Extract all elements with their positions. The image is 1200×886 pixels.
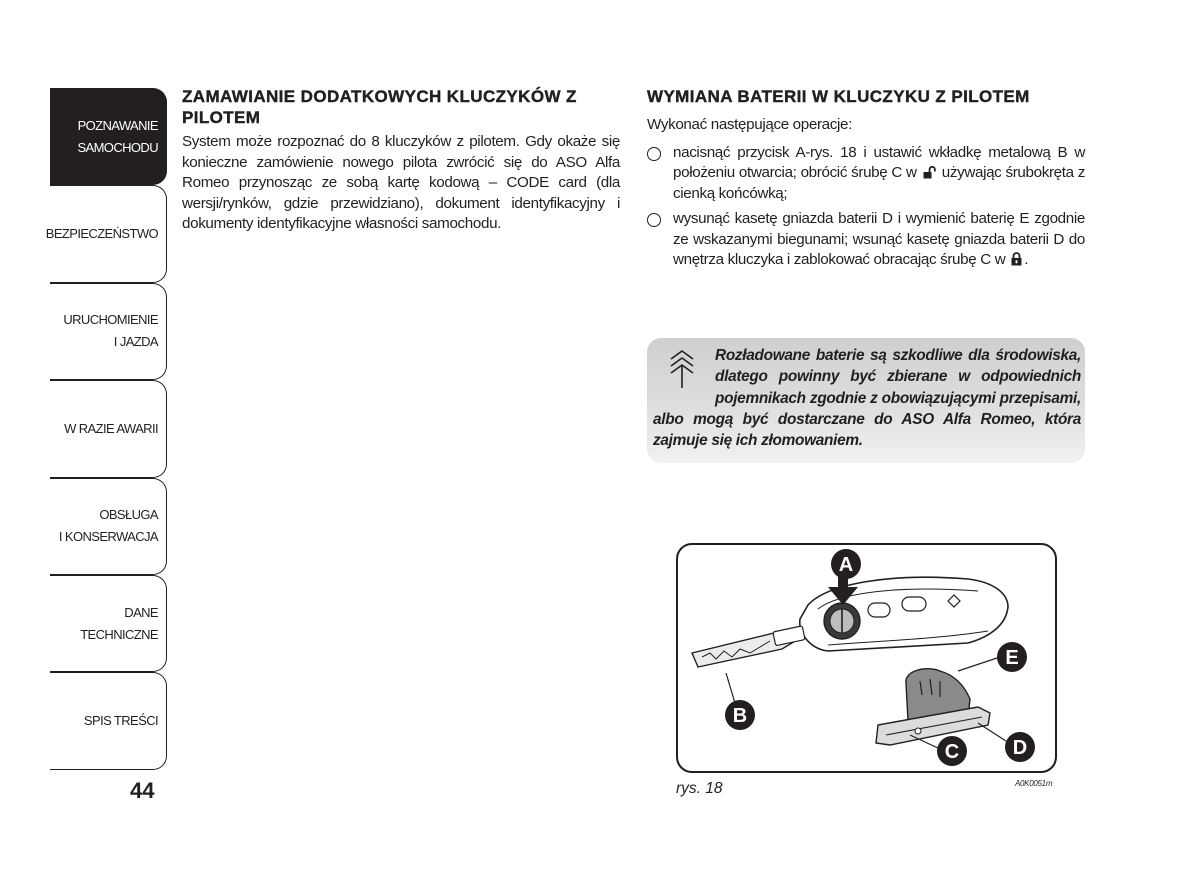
padlock-open-icon — [923, 166, 936, 179]
tab-label: SPIS TREŚCI — [83, 713, 158, 729]
callout-e — [997, 642, 1027, 672]
step-text: nacisnąć przycisk A-rys. 18 i ustawić wkładkę metalową B w położeniu otwarcia; obrócić śrubę C w — [673, 143, 1085, 181]
note-text-block — [653, 345, 1081, 451]
section-body: System może rozpoznać do 8 kluczyków z pilotem. Gdy okaże się konieczne zamówienie nowego pilota zwrócić się do ASO Alfa Romeo przynosząc ze sobą kartę kodową – CODE card (dla wersji/rynków, gdzie przewidziano), dokument identyfikacyjny i dokumenty identyfikacyjne własności samochodu. — [182, 133, 620, 232]
step-text: . — [1024, 251, 1029, 268]
steps-list — [647, 143, 1085, 271]
figure-caption: rys. 18 — [676, 780, 723, 797]
tab-dane-techniczne[interactable] — [50, 575, 167, 672]
callout-label: B — [732, 705, 748, 727]
tab-spis-tresci[interactable] — [50, 672, 167, 769]
tab-label: W RAZIE AWARII — [64, 420, 158, 436]
list-item — [647, 143, 1085, 205]
environment-note — [647, 338, 1085, 463]
tab-label: DANE TECHNICZNE — [80, 604, 158, 642]
key-battery-illustration — [676, 543, 1057, 773]
callout-label: D — [1012, 737, 1028, 759]
bullet-circle-icon — [647, 213, 661, 227]
chapter-tabs — [45, 88, 167, 770]
key-drawing — [678, 545, 1055, 771]
callout-d — [1005, 732, 1035, 762]
list-item — [647, 209, 1085, 271]
section-intro: Wykonać następujące operacje: — [647, 116, 852, 133]
bullet-circle-icon — [647, 147, 661, 161]
callout-b — [725, 700, 755, 730]
tab-bezpieczenstwo[interactable] — [45, 185, 167, 282]
section-ordering-keys — [182, 86, 620, 235]
section-heading: WYMIANA BATERII W KLUCZYKU Z PILOTEM — [647, 87, 1030, 106]
note-text: Rozładowane baterie są szkodliwe dla środowiska, dlatego powinny być zbierane w odpowiednich pojemnikach zgodnie z obowiązującymi przepisami, albo mogą być dostarczane do ASO Alfa Romeo, która zajmuje się ich złomowaniem. — [653, 347, 1081, 450]
tab-label: URUCHOMIENIE I JAZDA — [63, 312, 158, 350]
tab-label: OBSŁUGA I KONSERWACJA — [58, 507, 158, 545]
section-heading: ZAMAWIANIE DODATKOWYCH KLUCZYKÓW Z PILOTEM — [182, 87, 577, 127]
tab-obsluga-i-konserwacja[interactable] — [50, 478, 167, 575]
callout-a — [831, 549, 861, 579]
tab-label: BEZPIECZEŃSTWO — [45, 226, 158, 242]
callout-c — [937, 736, 967, 766]
step-text: używając śrubokręta z cienką końcówką; — [673, 164, 1086, 202]
padlock-closed-icon — [1011, 252, 1022, 266]
step-text: wysunąć kasetę gniazda baterii D i wymienić baterię E zgodnie ze wskazanymi biegunami; wsunąć kasetę gniazda baterii D do wnętrza kluczyka i zablokować obracając śrubę C w — [673, 210, 1085, 268]
tab-uruchomienie-i-jazda[interactable] — [50, 283, 167, 380]
section-battery-replacement — [647, 86, 1085, 276]
callout-label: A — [838, 554, 854, 576]
tab-label: POZNAWANIE SAMOCHODU — [77, 117, 158, 155]
tab-w-razie-awarii[interactable] — [50, 380, 167, 477]
callout-label: E — [1005, 647, 1019, 669]
callout-label: C — [944, 741, 960, 763]
tab-poznawanie-samochodu[interactable] — [50, 88, 167, 185]
page-number: 44 — [130, 778, 155, 803]
figure-code: A0K0051m — [1015, 779, 1053, 788]
